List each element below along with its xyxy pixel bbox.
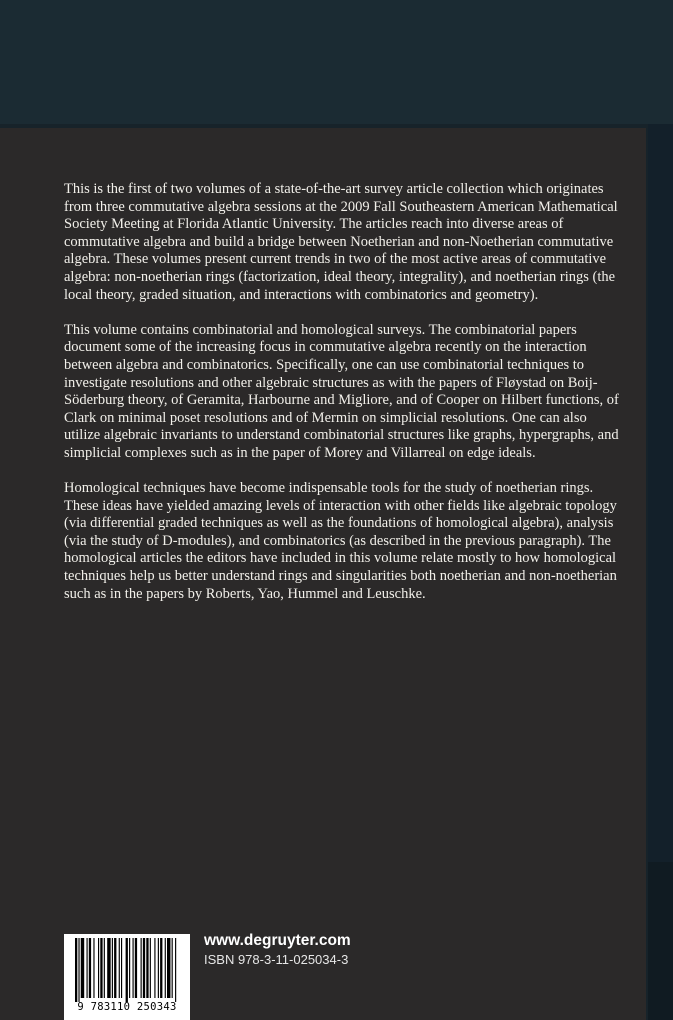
barcode-bar <box>93 938 94 998</box>
background-top-band <box>0 0 673 124</box>
barcode-bar <box>154 938 155 998</box>
barcode-bar <box>143 938 145 998</box>
blurb-text <box>64 181 626 621</box>
barcode-bar <box>121 938 122 998</box>
barcode-bar <box>141 938 142 998</box>
blurb-paragraph-1: This is the first of two volumes of a state-of-the-art survey article collection which originates from three commutative algebra sessions at the 2009 Fall Southeastern American Mathematical Society Meeting at Florida Atlantic University. The articles reach into diverse areas of commutative algebra and build a bridge between Noetherian and non-Noetherian commutative algebra. These volumes present current trends in two of the most active areas of commutative algebra: non-noetherian rings (factorization, ideal theory, integrality), and noetherian rings (the local theory, graded situation, and interactions with combinatorics and geometry). <box>64 181 618 303</box>
barcode-bar <box>114 938 116 998</box>
barcode-bar <box>119 938 120 998</box>
barcode-digits: 9 783110 250343 <box>77 1001 177 1013</box>
barcode-bar <box>167 938 170 998</box>
barcode-bar <box>78 938 79 1002</box>
barcode-bar <box>75 938 77 1002</box>
barcode-bar <box>133 938 134 998</box>
book-back-cover <box>0 128 646 1020</box>
blurb-paragraph-2: This volume contains combinatorial and homological surveys. The combinatorial papers document some of the increasing focus in commutative algebra recently on the interaction between algebra and combinatorics. Specifically, one can use combinatorial techniques to investigate resolutions and other algebraic structures as with the papers of Fløystad on Boij-Söderburg theory, of Geramita, Harbourne and Migliore, and of Cooper on Hilbert functions, of Clark on minimal poset resolutions and of Mermin on simplicial resolutions. One can also utilize algebraic invariants to understand combinatorial structures like graphs, hypergraphs, and simplicial complexes such as in the paper of Morey and Villarreal on edge ideals. <box>64 321 619 461</box>
background-right-strip-lower <box>648 862 673 1020</box>
barcode-bar <box>150 938 151 998</box>
barcode-bar <box>175 938 176 1002</box>
publisher-info <box>204 931 351 969</box>
publisher-website: www.degruyter.com <box>204 932 351 949</box>
blurb-paragraph-3: Homological techniques have become indispensable tools for the study of noetherian rings. These ideas have yielded amazing levels of interaction with other fields like algebraic topology (via differential graded techniques as well as the foundations of homological algebra), analysis (via the study of D-modules), and combinatorics (as described in the previous paragraph). The homological articles the editors have included in this volume relate mostly to how homological techniques help us better understand rings and singularities both noetherian and non-noetherian such as in the papers by Roberts, Yao, Hummel and Leuschke. <box>64 480 617 602</box>
barcode-bar <box>98 938 99 998</box>
barcode-bar <box>172 938 173 998</box>
barcode-bar <box>87 938 88 998</box>
isbn-text: ISBN 978-3-11-025034-3 <box>204 952 349 967</box>
barcode-bar <box>146 938 148 998</box>
barcode-bar <box>165 938 166 998</box>
isbn-barcode <box>64 934 190 1020</box>
barcode-bar <box>107 938 110 998</box>
barcode-bar <box>158 938 159 998</box>
barcode-bar <box>160 938 162 998</box>
barcode-bar <box>81 938 84 998</box>
barcode-bar <box>100 938 102 998</box>
barcode-bar <box>89 938 91 998</box>
barcode-bar <box>104 938 105 998</box>
barcode-bar <box>135 938 137 998</box>
barcode-bar <box>112 938 113 998</box>
barcode-bar <box>126 938 128 1002</box>
barcode-bar <box>129 938 130 998</box>
